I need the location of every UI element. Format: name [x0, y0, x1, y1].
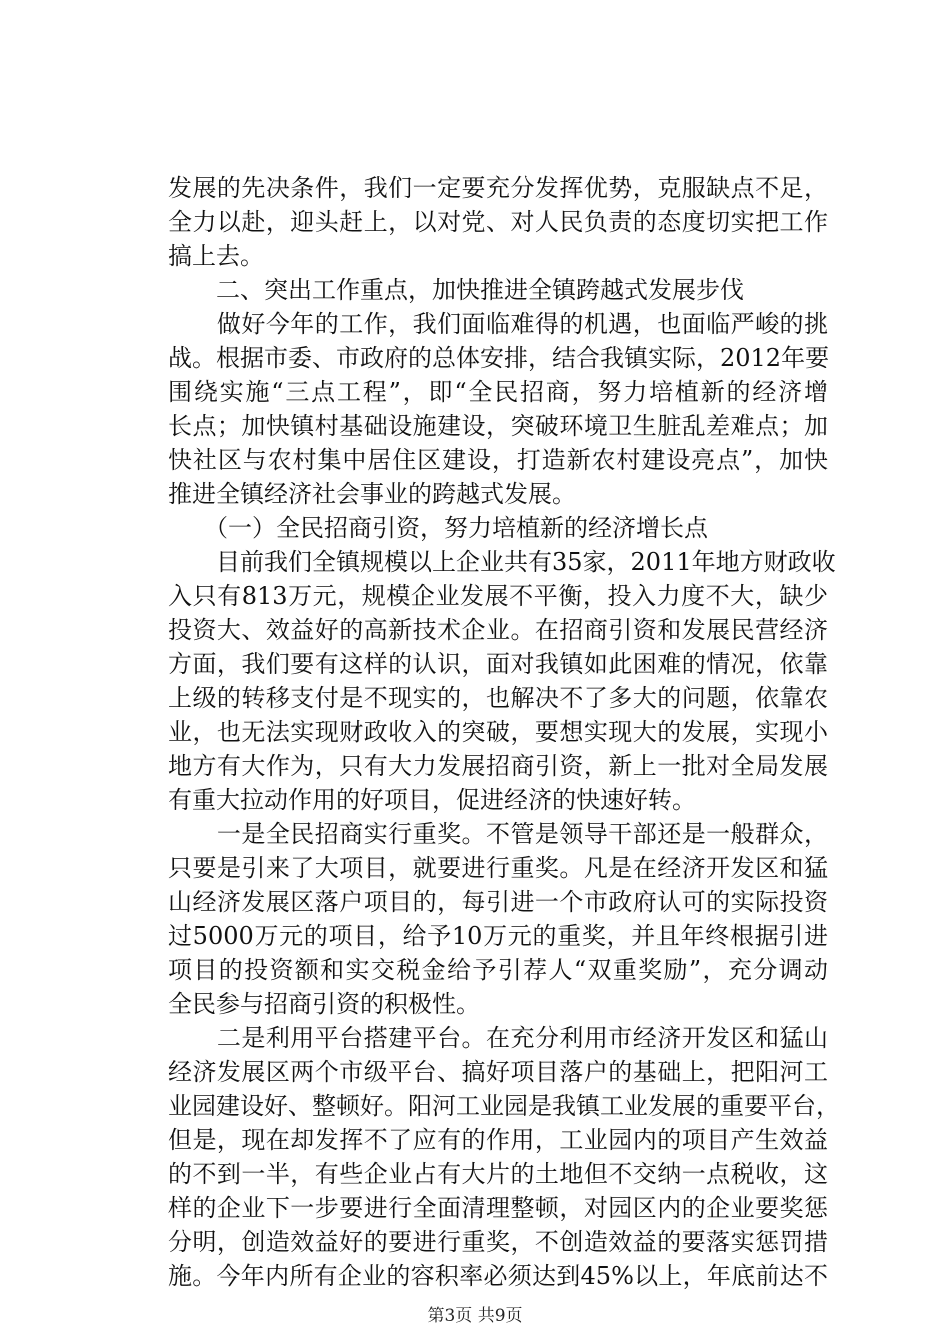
text-line: 项目的投资额和实交税金给予引荐人“双重奖励”，充分调动 [168, 956, 828, 984]
text-line: 施。今年内所有企业的容积率必须达到45%以上，年底前达不 [168, 1262, 828, 1290]
text-line: 发展的先决条件，我们一定要充分发挥优势，克服缺点不足， [168, 174, 828, 202]
text-line: 地方有大作为，只有大力发展招商引资，新上一批对全局发展 [168, 752, 828, 780]
text-line: 业，也无法实现财政收入的突破，要想实现大的发展，实现小 [168, 718, 828, 746]
text-line: 长点；加快镇村基础设施建设，突破环境卫生脏乱差难点；加 [168, 412, 828, 440]
text-line: 山经济发展区落户项目的，每引进一个市政府认可的实际投资 [168, 888, 828, 916]
text-line: 投资大、效益好的高新技术企业。在招商引资和发展民营经济 [168, 616, 828, 644]
text-line: 样的企业下一步要进行全面清理整顿，对园区内的企业要奖惩 [168, 1194, 828, 1222]
text-line: 只要是引来了大项目，就要进行重奖。凡是在经济开发区和猛 [168, 854, 828, 882]
text-line: 有重大拉动作用的好项目，促进经济的快速好转。 [168, 786, 696, 814]
text-line: 快社区与农村集中居住区建设，打造新农村建设亮点”，加快 [168, 446, 828, 474]
page-number: 第3页 共9页 [427, 1306, 523, 1326]
text-line: 围绕实施“三点工程”，即“全民招商，努力培植新的经济增 [168, 378, 828, 406]
text-line: 战。根据市委、市政府的总体安排，结合我镇实际，2012年要 [168, 344, 830, 372]
text-line: 入只有813万元，规模企业发展不平衡，投入力度不大，缺少 [168, 582, 828, 610]
text-line: 全力以赴，迎头赶上，以对党、对人民负责的态度切实把工作 [168, 208, 828, 236]
text-line: 的不到一半，有些企业占有大片的土地但不交纳一点税收，这 [168, 1160, 828, 1188]
text-line: 目前我们全镇规模以上企业共有35家，2011年地方财政收 [168, 548, 836, 576]
text-line: 一是全民招商实行重奖。不管是领导干部还是一般群众， [168, 820, 828, 848]
text-line: 经济发展区两个市级平台、搞好项目落户的基础上，把阳河工 [168, 1058, 828, 1086]
text-line: 上级的转移支付是不现实的，也解决不了多大的问题，依靠农 [168, 684, 828, 712]
text-line: 业园建设好、整顿好。阳河工业园是我镇工业发展的重要平台， [168, 1092, 840, 1120]
text-line: 二是利用平台搭建平台。在充分利用市经济开发区和猛山 [168, 1024, 828, 1052]
text-line: 但是，现在却发挥不了应有的作用，工业园内的项目产生效益 [168, 1126, 828, 1154]
text-line: 全民参与招商引资的积极性。 [168, 990, 480, 1018]
text-line: 分明，创造效益好的要进行重奖，不创造效益的要落实惩罚措 [168, 1228, 828, 1256]
text-line: 推进全镇经济社会事业的跨越式发展。 [168, 480, 576, 508]
section-heading: 二、突出工作重点，加快推进全镇跨越式发展步伐 [168, 276, 744, 304]
subsection-heading: （一）全民招商引资，努力培植新的经济增长点 [168, 514, 708, 542]
text-line: 做好今年的工作，我们面临难得的机遇，也面临严峻的挑 [168, 310, 828, 338]
text-line: 过5000万元的项目，给予10万元的重奖，并且年终根据引进 [168, 922, 828, 950]
text-line: 方面，我们要有这样的认识，面对我镇如此困难的情况，依靠 [168, 650, 828, 678]
text-line: 搞上去。 [168, 242, 264, 270]
